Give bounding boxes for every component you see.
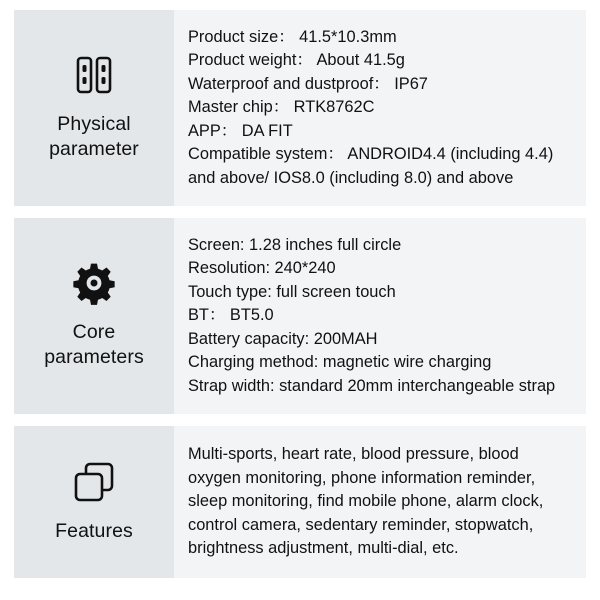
spec-body-physical	[174, 10, 586, 206]
spec-label-physical	[14, 10, 174, 206]
spec-row-features	[14, 426, 586, 578]
spec-label-text-physical	[49, 112, 139, 162]
spec-row-core	[14, 218, 586, 414]
spec-line: Master chip： RTK8762C	[188, 98, 375, 117]
spec-label-line1: Features	[55, 519, 133, 542]
spec-line: Battery capacity: 200MAH	[188, 329, 378, 348]
spec-line: Product size： 41.5*10.3mm	[188, 27, 397, 46]
spec-label-line2: parameters	[44, 346, 144, 368]
spec-line: BT： BT5.0	[188, 306, 274, 325]
spec-label-core	[14, 218, 174, 414]
spec-label-text-features	[55, 519, 133, 544]
spec-line: Waterproof and dustproof： IP67	[188, 74, 428, 93]
spec-line: Compatible system： ANDROID4.4 (including 4.4) and above/ IOS8.0 (including 8.0) and above	[188, 145, 554, 187]
spec-label-line2: parameter	[49, 138, 139, 160]
spec-label-line1: Core	[72, 321, 116, 343]
spec-line: Product weight： About 41.5g	[188, 51, 405, 70]
spec-body-features	[174, 426, 586, 578]
spec-line: Resolution: 240*240	[188, 259, 336, 278]
spec-label-text-core	[44, 320, 144, 370]
battery-cells-icon	[71, 52, 117, 98]
gear-icon	[71, 260, 117, 306]
spec-line: APP： DA FIT	[188, 121, 293, 140]
spec-label-line1: Physical	[57, 113, 131, 135]
spec-line: Screen: 1.28 inches full circle	[188, 235, 402, 254]
layers-icon	[71, 459, 117, 505]
spec-label-features	[14, 426, 174, 578]
spec-line: Strap width: standard 20mm interchangeable strap	[188, 376, 556, 395]
spec-row-physical	[14, 10, 586, 206]
spec-line: Charging method: magnetic wire charging	[188, 353, 492, 372]
spec-line: Touch type: full screen touch	[188, 282, 396, 301]
spec-body-core	[174, 218, 586, 414]
spec-line: Multi-sports, heart rate, blood pressure, blood oxygen monitoring, phone information reminder, sleep monitoring, find mobile phone, alarm clock, control camera, sedentary reminder, stopwatch, brightness adjustment, multi-dial, etc.	[188, 445, 544, 558]
